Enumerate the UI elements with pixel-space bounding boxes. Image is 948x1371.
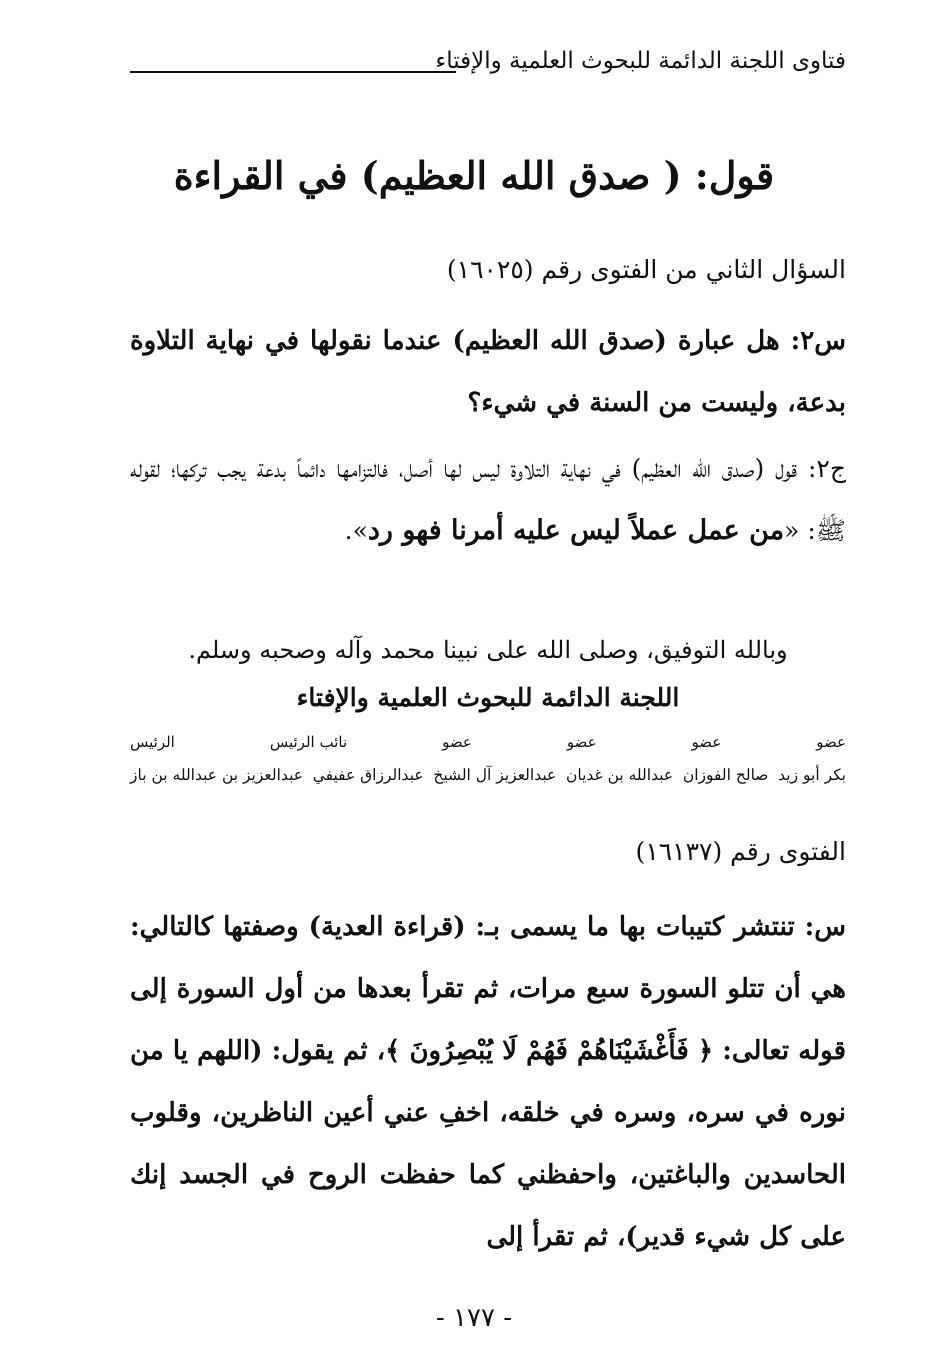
committee-name: اللجنة الدائمة للبحوث العلمية والإفتاء	[296, 683, 680, 712]
role-label: نائب الرئيس	[269, 733, 348, 751]
closing-line: وبالله التوفيق، وصلى الله على نبينا محمد وآله وصحبه وسلم.	[188, 636, 788, 664]
signatory-name: عبدالله بن غديان	[565, 766, 674, 784]
answer-text: ج٢: قول (صدق الله العظيم) في نهاية التلاوة ليس لها أصل، فالتزامها دائماً بدعة يجب تركها؛ لقوله ﷺ: «	[130, 454, 846, 545]
role-label: عضو	[566, 733, 597, 751]
fatwa1-reference: السؤال الثاني من الفتوى رقم (١٦٠٢٥)	[446, 255, 846, 284]
signatory-name: بكر أبو زيد	[778, 766, 846, 784]
fatwa2-reference: الفتوى رقم (١٦١٣٧)	[635, 837, 846, 866]
running-header: فتاوى اللجنة الدائمة للبحوث العلمية والإفتاء	[435, 48, 846, 74]
fatwa1-answer	[130, 438, 846, 562]
signatory-name: صالح الفوزان	[682, 766, 769, 784]
fatwa1-question: س٢: هل عبارة (صدق الله العظيم) عندما نقولها في نهاية التلاوة بدعة، وليست من السنة في شيء؟	[130, 326, 846, 418]
signatory-name: عبدالعزيز بن عبدالله بن باز	[130, 766, 303, 784]
signatory-name: عبدالعزيز آل الشيخ	[433, 766, 557, 784]
role-label: عضو	[816, 733, 846, 751]
header-rule	[130, 71, 456, 73]
page-title: قول: ( صدق الله العظيم) في القراءة	[173, 153, 775, 198]
answer-end: ».	[344, 516, 368, 545]
role-label: عضو	[442, 733, 472, 751]
signatory-roles	[130, 730, 846, 754]
signatory-names	[130, 763, 846, 787]
page-number: - ١٧٧ -	[435, 1303, 513, 1333]
role-label: عضو	[691, 733, 722, 751]
hadith-text: من عمل عملاً ليس عليه أمرنا فهو رد	[367, 515, 785, 546]
fatwa2-question: س: تنتشر كتيبات بها ما يسمى بـ: (قراءة العدية) وصفتها كالتالي: هي أن تتلو السورة سبع مرات، ثم تقرأ بعدها من أول السورة إلى قوله تعالى: ﴿ فَأَغْشَيْنَاهُمْ فَهُمْ لَا يُبْصِرُونَ ﴾، ثم يقول: (اللهم يا من نوره في سره، وسره في خلقه، اخفِ عني أعين الناظرين، وقلوب الحاسدين والباغتين، واحفظني كما حفظت الروح في الجسد إنك على كل شيء قدير)، ثم تقرأ إلى	[130, 912, 846, 1252]
signatory-name: عبدالرزاق عفيفي	[312, 766, 424, 784]
role-label: الرئيس	[130, 733, 175, 751]
